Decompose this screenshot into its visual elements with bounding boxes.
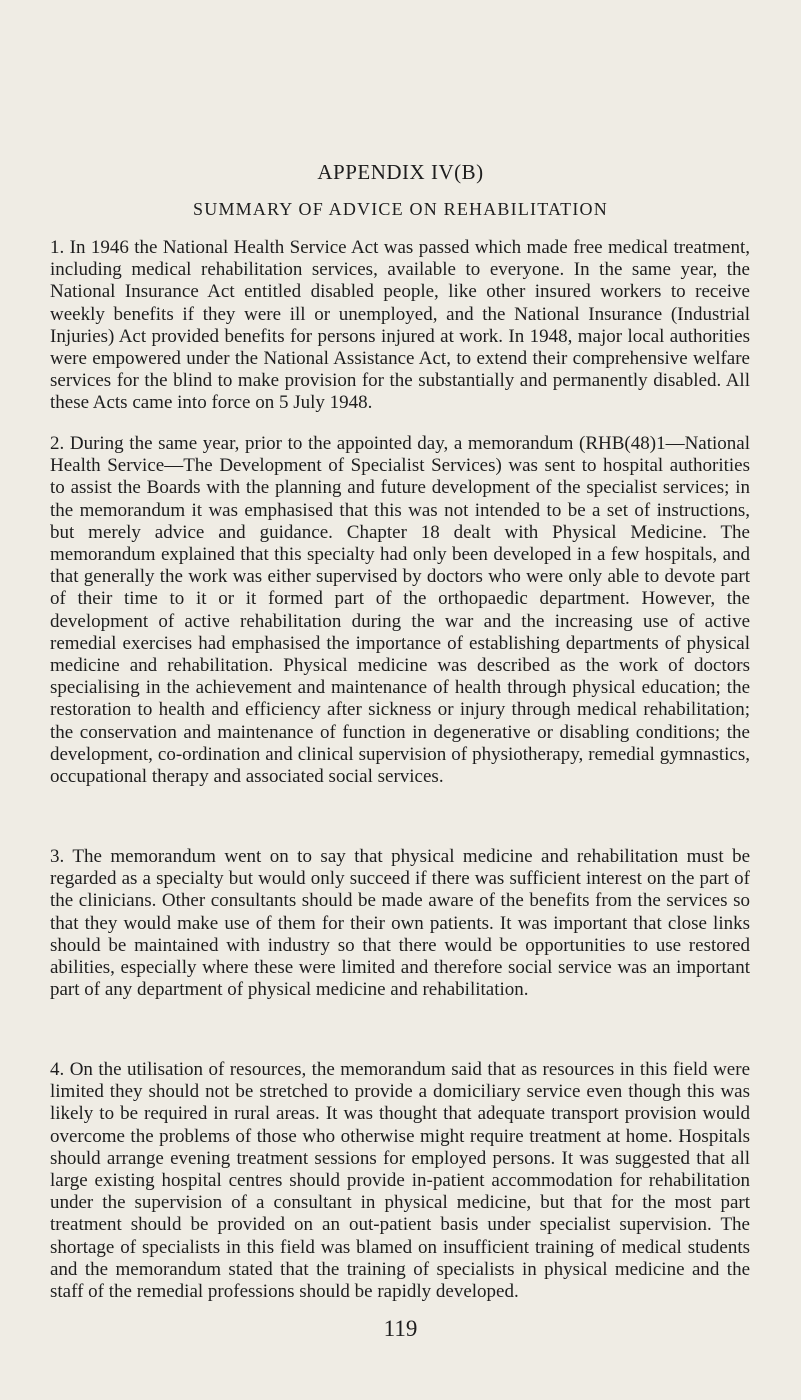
paragraph-1: 1. In 1946 the National Health Service Act was passed which made free medical treatment, including medical rehabilitation services, available to everyone. In the same year, the National Insurance Act entitled disabled people, like other insured workers to receive weekly benefits if they were ill or unemployed, and the National Insurance (Industrial Injuries) Act provided benefits for persons injured at work. In 1948, major local authorities were empowered under the National Assistance Act, to extend their comprehensive welfare services for the blind to make provision for the substantially and permanently disabled. All these Acts came into force on 5 July 1948. (50, 237, 750, 414)
paragraph-2: 2. During the same year, prior to the appointed day, a memorandum (RHB(48)1—National Health Service—The Development of Specialist Services) was sent to hospital authorities to assist the Boards with the planning and future development of the specialist services; in the memorandum it was emphasised that this was not intended to be a set of instructions, but merely advice and guidance. Chapter 18 dealt with Physical Medicine. The memorandum explained that this specialty had only been developed in a few hospitals, and that generally the work was either supervised by doctors who were only able to devote part of their time to it or it formed part of the orthopaedic department. However, the development of active rehabilitation during the war and the increasing use of active remedial exercises had emphasised the importance of establishing departments of physical medicine and rehabilitation. Physical medicine was described as the work of doctors specialising in the achievement and maintenance of health through physical education; the restoration to health and efficiency after sickness or injury through medical rehabilitation; the conservation and maintenance of function in degenerative or disabling conditions; the development, co-ordination and clinical supervision of physiotherapy, remedial gymnastics, occupational therapy and associated social services. (50, 433, 750, 788)
appendix-label: APPENDIX IV(B) (317, 160, 484, 184)
paragraph-4: 4. On the utilisation of resources, the memorandum said that as resources in this field were limited they should not be stretched to provide a domiciliary service even though this was likely to be required in rural areas. It was thought that adequate transport provision would overcome the problems of those who otherwise might require treatment at home. Hospitals should arrange evening treatment sessions for employed persons. It was suggested that all large existing hospital centres should provide in-patient accommodation for rehabilitation under the supervision of a consultant in physical medicine, but that for the most part treatment should be provided on an out-patient basis under specialist supervision. The shortage of specialists in this field was blamed on insufficient training of medical students and the memorandum stated that the training of specialists in physical medicine and the staff of the remedial professions should be rapidly developed. (50, 1059, 750, 1303)
paragraph-3: 3. The memorandum went on to say that physical medicine and rehabilitation must be regarded as a specialty but would only succeed if there was sufficient interest on the part of the clinicians. Other consultants should be made aware of the benefits from the services so that they would make use of them for their own patients. It was important that close links should be maintained with industry so that there would be opportunities to use restored abilities, especially where these were limited and therefore social service was an important part of any department of physical medicine and rehabilitation. (50, 846, 750, 1001)
page-number: 119 (383, 1316, 418, 1341)
section-heading: SUMMARY OF ADVICE ON REHABILITATION (193, 199, 608, 219)
